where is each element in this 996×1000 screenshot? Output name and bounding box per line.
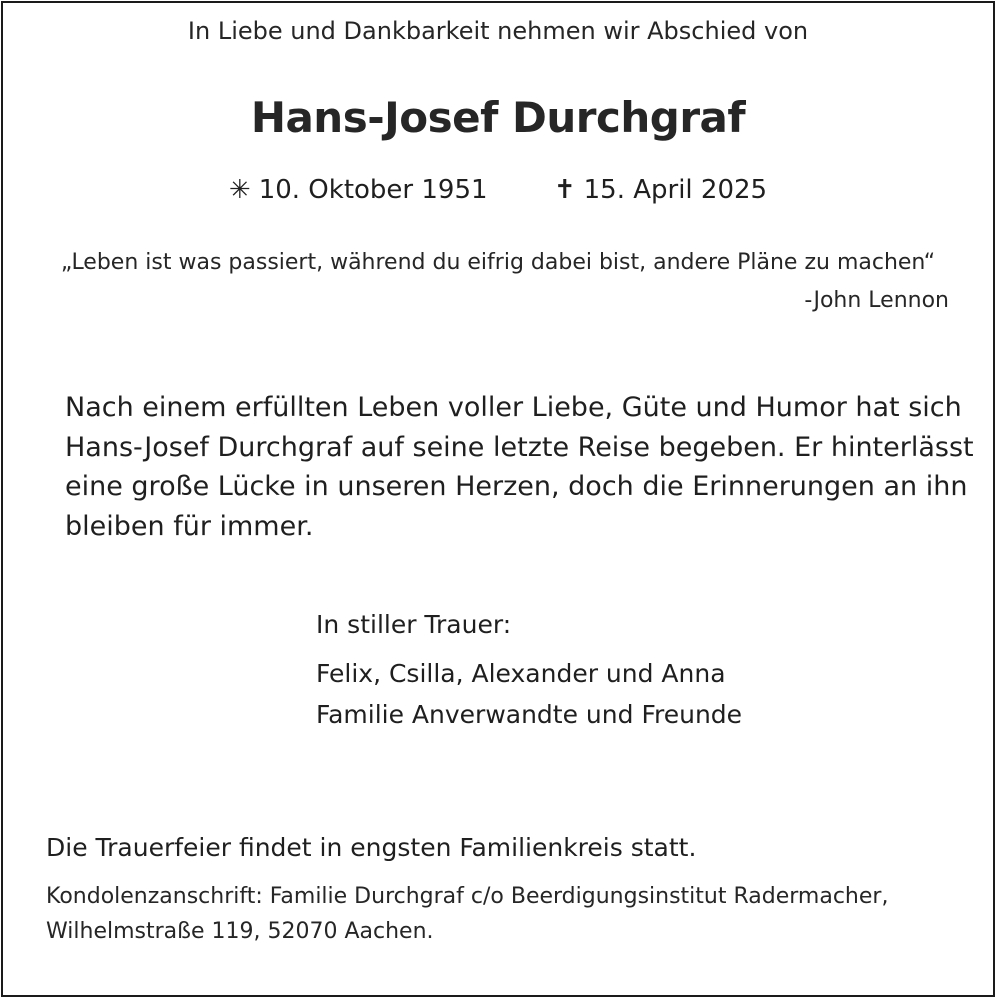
tribute-paragraph (65, 388, 974, 546)
quote-text: „Leben ist was passiert, während du eifrig dabei bist, andere Pläne zu machen“ (60, 250, 936, 275)
death-cross-icon: ✝ (553, 175, 576, 205)
mourners-line: Felix, Csilla, Alexander und Anna (316, 659, 726, 688)
birth-date-block (229, 175, 488, 205)
birth-date: 10. Oktober 1951 (258, 175, 488, 205)
death-date: 15. April 2025 (583, 175, 768, 205)
tribute-line: Nach einem erfüllten Leben voller Liebe, Güte und Humor hat sich (65, 392, 962, 423)
condolence-address-line: Wilhelmstraße 119, 52070 Aachen. (46, 919, 434, 944)
mourners-line: Familie Anverwandte und Freunde (316, 700, 743, 729)
birth-star-icon: ✳ (228, 175, 251, 205)
quote-author: -John Lennon (804, 288, 949, 313)
life-dates (3, 175, 993, 205)
notice-frame (1, 1, 995, 997)
mourners-heading: In stiller Trauer: (316, 610, 512, 639)
ceremony-info: Die Trauerfeier findet in engsten Familienkreis statt. (46, 833, 697, 862)
deceased-name: Hans-Josef Durchgraf (250, 93, 746, 142)
condolence-address-line: Kondolenzanschrift: Familie Durchgraf c/o Beerdigungsinstitut Radermacher, (46, 884, 889, 909)
tribute-line: eine große Lücke in unseren Herzen, doch die Erinnerungen an ihn (65, 471, 968, 502)
tribute-line: Hans-Josef Durchgraf auf seine letzte Reise begeben. Er hinterlässt (65, 431, 974, 463)
intro-line: In Liebe und Dankbarkeit nehmen wir Abschied von (187, 17, 809, 45)
death-date-block (554, 175, 767, 205)
tribute-line: bleiben für immer. (65, 510, 314, 542)
